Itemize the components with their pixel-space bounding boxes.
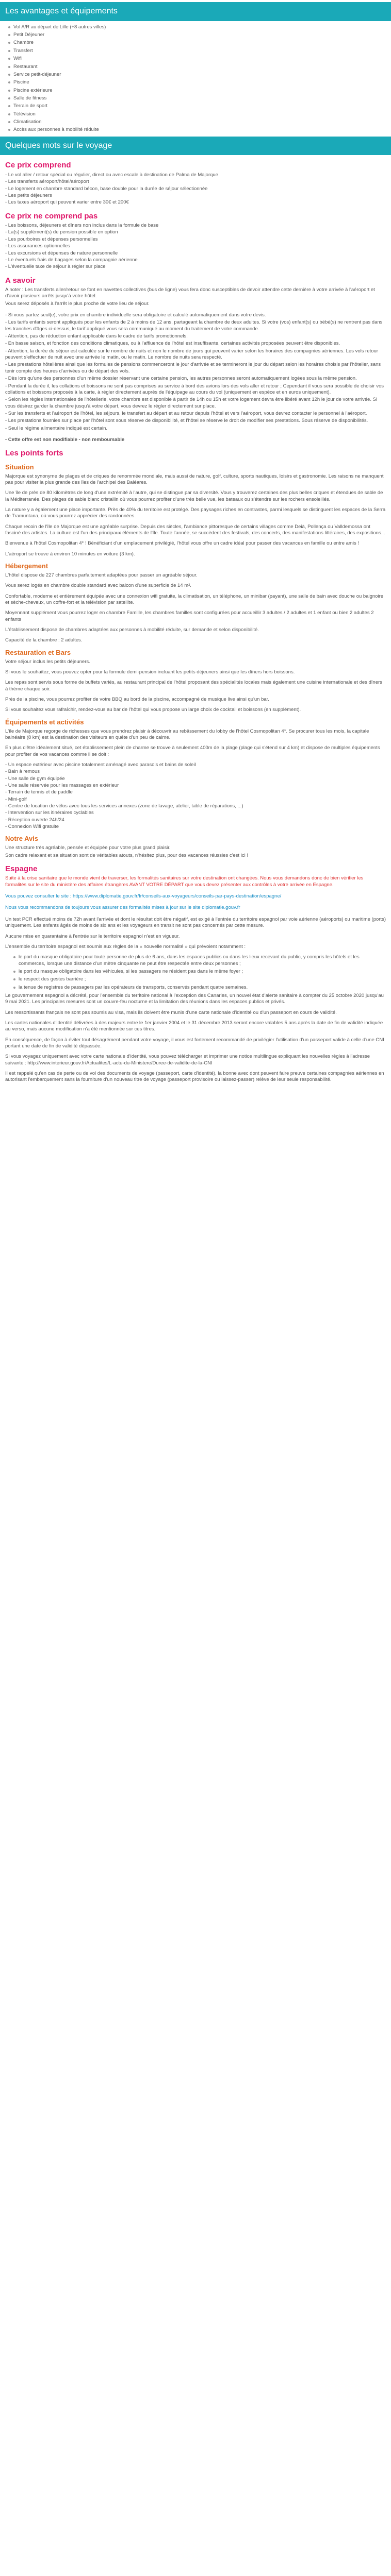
- advantage-item: Chambre: [8, 40, 391, 46]
- know-detail-paragraph: - Les tarifs enfants seront appliqués pour les enfants de 2 à moins de 12 ans, partageant la chambre de deux adultes. Si votre (vos) enfant(s) ou bébé(s) ne rentrent pas dans les tranches d'âges ci-dessus, le tarif appliqué vous sera communiqué au moment du traitement de votre commande.: [5, 319, 383, 332]
- spain-warning: Suite à la crise sanitaire que le monde vient de traverser, les formalités sanitaires sur votre destination ont changées. Nous vous demandons donc de bien vérifier les formalités sur le site du ministère des affaires étrangères AVANT VOTRE DÉPART que vous devez présenter aux contrôles à votre arrivée en Espagne.: [5, 875, 364, 888]
- trip-content: [0, 160, 391, 1097]
- spain-link-2[interactable]: Nous vous recommandons de toujours vous assurer des formalités mises à jour sur le site diplomatie.gouv.fr: [5, 905, 240, 911]
- excluded-item: - Le éventuels frais de bagages selon la compagnie aérienne: [5, 257, 138, 263]
- know-detail-paragraph: - Si vous partez seul(e), votre prix en chambre individuelle sera obligatoire et calculé automatiquement dans votre devis.: [5, 312, 266, 318]
- know-detail-paragraph: - Les prestations fournies sur place par l'hôtel sont sous réserve de disponibilité, et l'hôtel se réserve le droit de modifier ses prestations. Sous réserve de disponibilités.: [5, 418, 368, 424]
- included-item: - Le logement en chambre standard bécon, base double pour la durée de séjour sélectionnée: [5, 185, 208, 192]
- closing-paragraph: Les cartes nationales d'identité délivrées à des majeurs entre le 1er janvier 2004 et le 31 décembre 2013 seront encore valables 5 ans après la date de fin de validité indiquée au verso, mais aucune modification n'a été mentionnée sur ces titres.: [5, 1020, 383, 1032]
- restaurants-text: [5, 659, 386, 714]
- excluded-list: [5, 223, 386, 270]
- lodging-paragraph: Moyennant supplément vous pourrez loger en chambre Famille, les chambres familles sont configurées pour accueillir 3 adultes / 2 adultes et 1 enfant ou bien 2 adultes 2 enfants: [5, 610, 374, 622]
- restaurants-paragraph: Si vous le souhaitez, vous pouvez opter pour la formule demi-pension incluant les petits déjeuners ainsi que les dîners hors boissons.: [5, 669, 295, 675]
- know-detail-paragraph: - Sur les transferts et l'aéroport de l'hôtel, les séjours, le transfert au départ et au retour depuis l'hôtel et vers l'aéroport, vous devrez contacter le personnel à l'aéroport.: [5, 410, 367, 416]
- advantage-item: Wifi: [8, 56, 391, 62]
- advantage-item: Terrain de sport: [8, 103, 391, 109]
- included-item: - Les petits déjeuners: [5, 192, 52, 198]
- lodging-paragraph: L'établissement dispose de chambres adaptées aux personnes à mobilité réduite, sur demande et selon disponibilité.: [5, 627, 259, 633]
- included-item: - Les taxes aéroport qui peuvent varier entre 30€ et 200€: [5, 199, 129, 206]
- know-detail-paragraph: - Les prestations hôtelières ainsi que les formules de pensions commenceront le jour d'arrivée et se termineront le jour du départ selon les horaires choisis par l'hôtelier, sans tenir compte des heures d'arrivées ou de départ des vols.: [5, 362, 381, 374]
- know-title: A savoir: [5, 276, 36, 285]
- equipment-paragraph: En plus d'être idéalement situé, cet établissement plein de charme se trouve à seulement 400m de la plage (plage qui s'étend sur 4 km) et dispose de multiples équipements pour profiter de vos vacances comme il se doit :: [5, 745, 380, 757]
- know-detail-paragraph: - Pendant la durée il, les collations et boissons ne sont pas comprises au service à bord des avions lors des vols aller et retour ; Cependant il vous sera possible de choisir vos collations et boissons proposés à la carte, à régler directement auprès de l'équipage au cours du vol (uniquement en espèce et en euros uniquement).: [5, 383, 384, 395]
- spain-text: [5, 917, 386, 950]
- activities-list: [5, 762, 386, 830]
- lodging-title: Hébergement: [5, 562, 48, 570]
- situation-paragraph: Majorque est synonyme de plages et de criques de renommée mondiale, mais aussi de nature, golf, culture, sports nautiques, loisirs et gastronomie. Les raisons ne manquent pas pour visiter la plus grande des îles de l'archipel des Baléares.: [5, 473, 384, 485]
- closing-paragraph: Les ressortissants français ne sont pas soumis au visa, mais ils doivent être munis d'une carte nationale d'identité ou d'un passeport en cours de validité.: [5, 1009, 337, 1015]
- equipment-text: [5, 728, 386, 758]
- excluded-item: - Les pourboires et dépenses personnelles: [5, 236, 98, 242]
- equipment-paragraph: L'île de Majorque regorge de richesses que vous prendrez plaisir à découvrir au rebâssement du lobby de l'hôtel Cosmopolitan 4*. Se procurer tous les mois, la capitale balnéaire (8 km) est la destination des visiteurs en quête d'un peu de calme.: [5, 728, 369, 740]
- excluded-item: - Les excursions et dépenses de nature personnelle: [5, 250, 118, 256]
- excluded-item: - Les boissons, déjeuners et dîners non inclus dans la formule de base: [5, 223, 159, 229]
- situation-paragraph: La nature y a également une place importante. Près de 40% du territoire est protégé. Des paysages riches en contrastes, parmi lesquels se distinguent les espaces de la Serra de Tramuntana, où vous pourrez apprécier des randonnées.: [5, 507, 386, 519]
- closing-paragraph: Si vous voyagez uniquement avec votre carte nationale d'identité, vous pouvez télécharger et imprimer une notice multilingue expliquant les nouvelles règles à l'adresse suivante : http://www.interieur.gouv.fr/Actualites/L-actu-du-Ministere/Duree-de-validite-de-la-CNI: [5, 1054, 370, 1066]
- equipment-title: Équipements et activités: [5, 718, 84, 726]
- rule-item: le port du masque obligatoire pour toute personne de plus de 6 ans, dans les espaces publics ou dans les lieux recevant du public, y compris les hôtels et les commerces, lorsque une distance d'un mètre cinquante ne peut être respectée entre deux personnes ;: [13, 954, 386, 967]
- restaurants-title: Restauration et Bars: [5, 648, 71, 656]
- activity-item: - Une salle réservée pour les massages en extérieur: [5, 782, 119, 788]
- included-title: Ce prix comprend: [5, 161, 71, 170]
- know-detail-paragraph: - Selon les règles internationales de l'hôtellerie, votre chambre est disponible à partir de 14h ou 15h et votre logement devra être libéré avant 12h le jour de votre arrivée. Si vous désirez garder la chambre jusqu'à votre départ, vous devrez le régler directement sur place.: [5, 397, 378, 409]
- included-item: - Les transferts aéroport/hôtel/aéroport: [5, 179, 89, 185]
- excluded-item: - La(s) supplément(s) de pension possible en option: [5, 229, 118, 235]
- lodging-paragraph: L'hôtel dispose de 227 chambres parfaitement adaptées pour passer un agréable séjour.: [5, 572, 198, 578]
- closing-paragraph: Il est rappelé qu'en cas de perte ou de vol des documents de voyage (passeport, carte d'identité), la bonne avec dont peuvent faire preuve certaines compagnies aériennes en autorisant l'embarquement sans la fourniture d'un nouveau titre de voyage (passeport provisoire ou laissez-passer) relève de leur seule responsabilité.: [5, 1071, 384, 1083]
- excluded-item: - Les assurances optionnelles: [5, 243, 70, 249]
- advantage-item: Piscine extérieure: [8, 88, 391, 94]
- activity-item: - Un espace extérieur avec piscine totalement aménagé avec parasols et bains de soleil: [5, 761, 196, 768]
- opinion-text: [5, 845, 386, 859]
- activity-item: - Centre de location de vélos avec tous les services annexes (zone de lavage, atelier, table de réparations, ...): [5, 803, 243, 809]
- excluded-item: - L'éventuelle taxe de séjour à régler sur place: [5, 264, 106, 270]
- situation-title: Situation: [5, 463, 34, 471]
- know-details: [5, 312, 386, 432]
- advantage-item: Vol A/R au départ de Lille (+8 autres villes): [8, 24, 391, 30]
- advantage-item: Restaurant: [8, 64, 391, 70]
- rule-item: le respect des gestes barrière ;: [13, 976, 386, 982]
- situation-paragraph: Bienvenue à l'hôtel Cosmopolitan 4* ! Bénéficiant d'un emplacement privilégié, l'hôtel vous offre un cadre idéal pour passer des vacances en famille ou entre amis !: [5, 540, 359, 547]
- spain-paragraph: Un test PCR effectué moins de 72h avant l'arrivée et dont le résultat doit être négatif, est exigé à l'entrée du territoire espagnol par voie aérienne (aéroports) ou maritime (ports) uniquement. Les enfants âgés de moins de six ans et les voyageurs en transit ne sont pas concernés par cette mesure.: [5, 916, 386, 929]
- spain-paragraph: Aucune mise en quarantaine à l'entrée sur le territoire espagnol n'est en vigueur.: [5, 933, 180, 939]
- situation-paragraph: Chaque recoin de l'île de Majorque est une agréable surprise. Depuis des siècles, l'ambiance pittoresque de certains villages comme Deià, Pollença ou Valldemossa ont fasciné des artistes. La culture est l'un des principaux éléments de l'île. Toute l'année, se succèdent des festivals, des concerts, des manifestations littéraires, des expositions...: [5, 523, 385, 536]
- know-detail-paragraph: - Attention, la durée du séjour est calculée sur le nombre de nuits et non le nombre de jours qui peuvent varier selon les horaires des compagnies aériennes. Les vols retour peuvent s'effectuer de nuit avec une arrivée le matin, ou le matin. Le nombre de nuits sera respecté.: [5, 348, 378, 361]
- advantage-item: Service petit-déjeuner: [8, 72, 391, 78]
- activity-item: - Mini-golf: [5, 796, 27, 802]
- activity-item: - Réception ouverte 24h/24: [5, 817, 64, 823]
- advantage-item: Transfert: [8, 48, 391, 54]
- lodging-paragraph: Vous serez logés en chambre double standard avec balcon d'une superficie de 14 m².: [5, 583, 191, 589]
- lodging-text: [5, 572, 386, 644]
- opinion-title: Notre Avis: [5, 835, 39, 843]
- know-paragraph: Vous serez déposés à l'arrêt le plus proche de votre lieu de séjour.: [5, 300, 150, 307]
- advantages-banner: Les avantages et équipements: [0, 2, 391, 21]
- excluded-title: Ce prix ne comprend pas: [5, 211, 98, 221]
- know-detail-paragraph: - Attention, pas de réduction enfant applicable dans le cadre de tarifs promotionnels.: [5, 333, 188, 340]
- closing-text: [5, 993, 386, 1083]
- situation-text: [5, 473, 386, 557]
- situation-paragraph: L'aéroport se trouve à environ 10 minutes en voiture (3 km).: [5, 551, 135, 557]
- know-detail-paragraph: - En basse saison, et fonction des conditions climatiques, ou à l'affluence de l'hôtel est insuffisante, certaines activités proposées peuvent être disponibles.: [5, 341, 340, 347]
- restaurants-paragraph: Près de la piscine, vous pourrez profiter de votre BBQ au bord de la piscine, accompagné de musique live ainsi qu'un bar.: [5, 696, 269, 702]
- activity-item: - Terrain de tennis et de paddle: [5, 789, 73, 795]
- spain-link[interactable]: Vous pouvez consulter le site : https://www.diplomatie.gouv.fr/fr/conseils-aux-voyageurs/conseils-par-pays-destination/espagne/: [5, 893, 282, 900]
- advantage-item: Climatisation: [8, 119, 391, 125]
- lodging-paragraph: Confortable, moderne et entièrement équipée avec une connexion wifi gratuite, la climatisation, un téléphone, un minibar (payant), une salle de bain avec douche ou baignoire et sèche-cheveux, un coffre-fort et la télévision par satellite.: [5, 593, 384, 605]
- included-list: [5, 172, 386, 206]
- advantage-item: Accès aux personnes à mobilité réduite: [8, 127, 391, 133]
- know-text: [5, 287, 386, 307]
- no-refund-note: - Cette offre est non modifiable - non remboursable: [5, 436, 125, 443]
- advantage-item: Piscine: [8, 79, 391, 86]
- advantage-item: Télévision: [8, 111, 391, 117]
- rules-list: [13, 954, 386, 991]
- activity-item: - Intervention sur les itinéraires cyclables: [5, 810, 94, 816]
- restaurants-paragraph: Si vous souhaitez vous rafraîchir, rendez-vous au bar de l'hôtel qui vous propose un large choix de cocktail et boissons (en supplément).: [5, 707, 301, 713]
- strong-points-title: Les points forts: [5, 449, 63, 458]
- opinion-paragraph: Une structure très agréable, pensée et équipée pour votre plus grand plaisir.: [5, 845, 171, 851]
- restaurants-paragraph: Les repas sont servis sous forme de buffets variés, au restaurant principal de l'hôtel proposant des spécialités locales mais également une cuisine internationale et des dîners à thème chaque soir.: [5, 680, 382, 692]
- know-detail-paragraph: - Seul le régime alimentaire indiqué est certain.: [5, 425, 108, 431]
- restaurants-paragraph: Votre séjour inclus les petits déjeuners.: [5, 658, 90, 665]
- activity-item: - Connexion Wifi gratuite: [5, 824, 59, 830]
- spain-title: Espagne: [5, 864, 38, 873]
- opinion-paragraph: Son cadre relaxant et sa situation sont de véritables atouts, n'hésitez plus, pour des vacances réussies c'est ici !: [5, 852, 248, 858]
- advantages-list: [8, 24, 391, 133]
- included-item: - Le vol aller / retour spécial ou régulier, direct ou avec escale à destination de Palma de Majorque: [5, 172, 218, 178]
- advantage-item: Petit Déjeuner: [8, 32, 391, 38]
- closing-paragraph: Le gouvernement espagnol a décrété, pour l'ensemble du territoire national à l'exception des Canaries, un nouvel état d'alerte sanitaire à compter du 25 octobre 2020 jusqu'au 9 mai 2021. Les principales mesures sont un couvre-feu nocturne et la limitation des réunions dans les espaces publics et privés.: [5, 992, 384, 1005]
- closing-paragraph: En conséquence, de façon à éviter tout désagrément pendant votre voyage, il vous est fortement recommandé de privilégier l'utilisation d'un passeport valide à celle d'une CNI portant une date de fin de validité dépassée.: [5, 1037, 384, 1049]
- lodging-paragraph: Capacité de la chambre : 2 adultes.: [5, 637, 83, 643]
- advantage-item: Salle de fitness: [8, 95, 391, 101]
- activity-item: - Une salle de gym équipée: [5, 775, 65, 782]
- trip-banner: Quelques mots sur le voyage: [0, 137, 391, 156]
- activity-item: - Bain à remous: [5, 769, 40, 775]
- rule-item: la tenue de registres de passagers par les opérateurs de transports, conservés pendant quatre semaines.: [13, 985, 386, 991]
- rule-item: le port du masque obligatoire dans les véhicules, si les passagers ne résident pas dans le même foyer ;: [13, 969, 386, 975]
- know-paragraph: A noter : Les transferts aller/retour se font en navettes collectives (bus de ligne) vous fera donc susceptibles de devoir attendre cette dernière à votre arrivée à l'aéroport et d'avoir plusieurs arrêts jusqu'à votre hôtel.: [5, 287, 375, 299]
- know-detail-paragraph: - Dès lors qu'une des personnes d'un même dossier réservant une certaine pension, les autres personnes seront automatiquement logées sous la même pension.: [5, 376, 357, 382]
- spain-paragraph: L'ensemble du territoire espagnol est soumis aux règles de la « nouvelle normalité » qui prévoient notamment :: [5, 943, 246, 950]
- situation-paragraph: Une île de près de 80 kilomètres de long d'une extrémité à l'autre, qui se distingue par sa diversité. Vous y trouverez certaines des plus belles criques et étendues de sable de la Méditerranée. Des plages de sable blanc cristallin où vous pourrez profiter d'une très belle vue, les bateaux ou s'étendre sur les rochers ensoleillés.: [5, 490, 383, 502]
